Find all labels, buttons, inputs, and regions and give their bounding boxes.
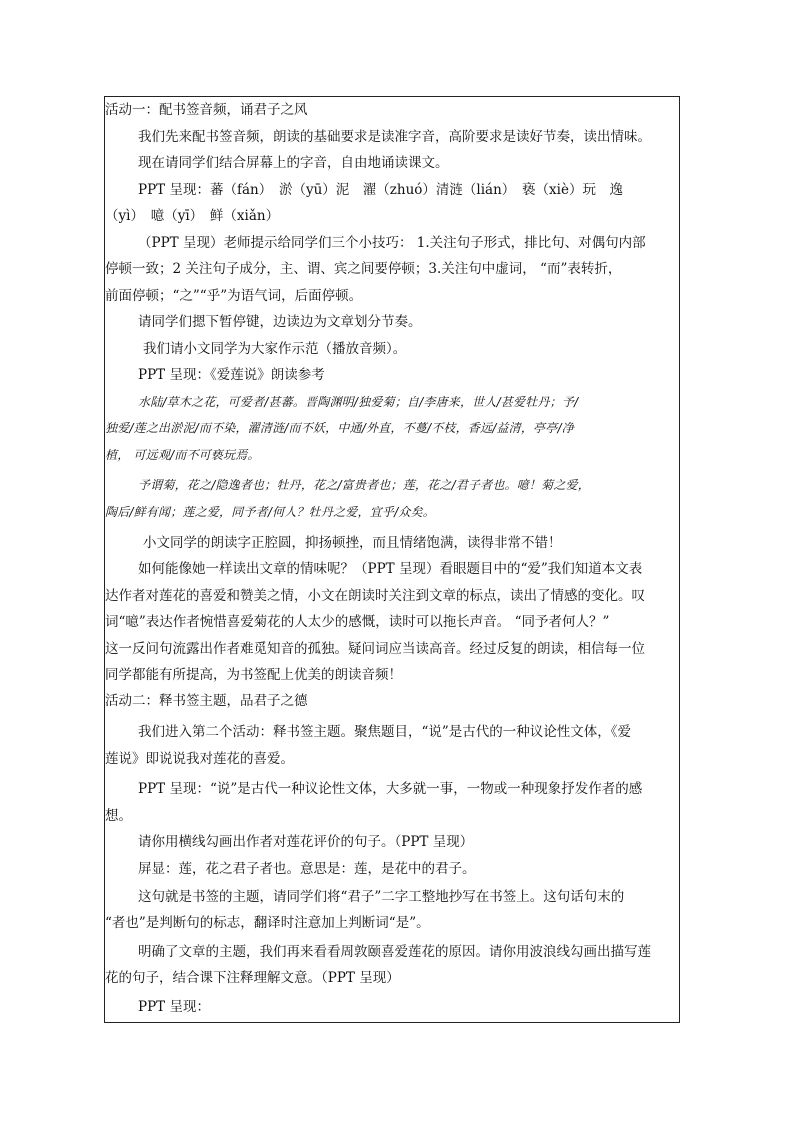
paragraph-line: 停顿一致；2 关注句子成分，主、谓、宾之间要停顿；3.关注句中虚词， “而”表转折， <box>105 261 622 277</box>
paragraph-line: PPT 呈现：“说”是古代一种议论性文体，大多就一事，一物或一种现象抒发作者的感 <box>138 781 643 797</box>
paragraph-line: 这一反问句流露出作者难觅知音的孤独。疑问词应当读高音。经过反复的朗读，相信每一位 <box>105 641 645 657</box>
paragraph-line: （PPT 呈现）老师提示给同学们三个小技巧： 1.关注句子形式，排比句、对偶句内部 <box>138 235 646 251</box>
paragraph-line: PPT 呈现： <box>138 999 210 1015</box>
paragraph-line: 想。 <box>105 808 132 824</box>
reading-reference-line: 水陆/草木之花，可爱者/甚蕃。晋陶渊明/独爱菊；自/李唐来，世人/甚爱牡丹；予/ <box>138 395 579 409</box>
paragraph-line: 达作者对莲花的喜爱和赞美之情，小文在朗读时关注到文章的标点，读出了情感的变化。叹 <box>105 588 645 604</box>
lesson-plan-table <box>104 96 680 1023</box>
paragraph-line: 莲说》即说说我对莲花的喜爱。 <box>105 751 294 767</box>
paragraph-line: 花的句子，结合课下注释理解文意。（PPT 呈现） <box>105 970 400 986</box>
paragraph-line: “者也”是判断句的标志，翻译时注意加上判断词“是”。 <box>105 915 430 931</box>
activity-two-heading: 活动二：释书签主题，品君子之德 <box>105 693 308 709</box>
paragraph-line: 我们先来配书签音频，朗读的基础要求是读准字音，高阶要求是读好节奏，读出情味。 <box>138 129 651 145</box>
paragraph-line: 如何能像她一样读出文章的情味呢？（PPT 呈现）看眼题目中的“爱”我们知道本文表 <box>138 561 643 577</box>
paragraph-line: 前面停顿；“之”“乎”为语气词，后面停顿。 <box>105 288 363 304</box>
paragraph-line: 屏显：莲，花之君子者也。意思是：莲，是花中的君子。 <box>138 861 476 877</box>
reading-reference-line: 陶后/鲜有闻；莲之爱，同予者/何人？牡丹之爱，宜乎/众矣。 <box>105 505 435 519</box>
paragraph-line: PPT 呈现：《爱莲说》朗读参考 <box>138 367 325 383</box>
paragraph-line: 请同学们摁下暂停键，边读边为文章划分节奏。 <box>138 314 422 330</box>
pinyin-line: PPT 呈现：蕃（fán） 淤（yū）泥 濯（zhuó）清涟（lián） 亵（xiè）玩 逸 <box>138 182 623 198</box>
paragraph-line: 这句就是书签的主题，请同学们将“君子”二字工整地抄写在书签上。这句话句末的 <box>138 889 625 905</box>
paragraph-line: 请你用横线勾画出作者对莲花评价的句子。（PPT 呈现） <box>138 834 474 850</box>
paragraph-line: 我们进入第二个活动：释书签主题。聚焦题目，“说”是古代的一种议论性文体，《爱 <box>138 724 632 740</box>
pinyin-line: （yì） 噫（yī） 鲜（xiǎn） <box>105 208 280 224</box>
paragraph-line: 小文同学的朗读字正腔圆，抑扬顿挫，而且情绪饱满，读得非常不错！ <box>143 535 562 551</box>
reading-reference-line: 植， 可远观/而不可亵玩焉。 <box>105 448 260 462</box>
paragraph-line: 词“噫”表达作者惋惜喜爱菊花的人太少的感慨，读时可以拖长声音。 “同予者何人？” <box>105 614 610 630</box>
reading-reference-line: 予谓菊，花之/隐逸者也；牡丹，花之/富贵者也；莲，花之/君子者也。噫！菊之爱， <box>138 478 590 492</box>
paragraph-line: 明确了文章的主题，我们再来看看周敦颐喜爱莲花的原因。请你用波浪线勾画出描写莲 <box>138 944 651 960</box>
paragraph-line: 同学都能有所提高，为书签配上优美的朗读音频！ <box>105 667 402 683</box>
paragraph-line: 现在请同学们结合屏幕上的字音，自由地诵读课文。 <box>138 155 449 171</box>
activity-one-heading: 活动一：配书签音频，诵君子之风 <box>105 102 308 118</box>
paragraph-line: 我们请小文同学为大家作示范（播放音频）。 <box>143 341 407 357</box>
reading-reference-line: 独爱/莲之出淤泥/而不染，濯清涟/而不妖，中通/外直，不蔓/不枝，香远/益清，亭亭/净 <box>105 421 574 435</box>
